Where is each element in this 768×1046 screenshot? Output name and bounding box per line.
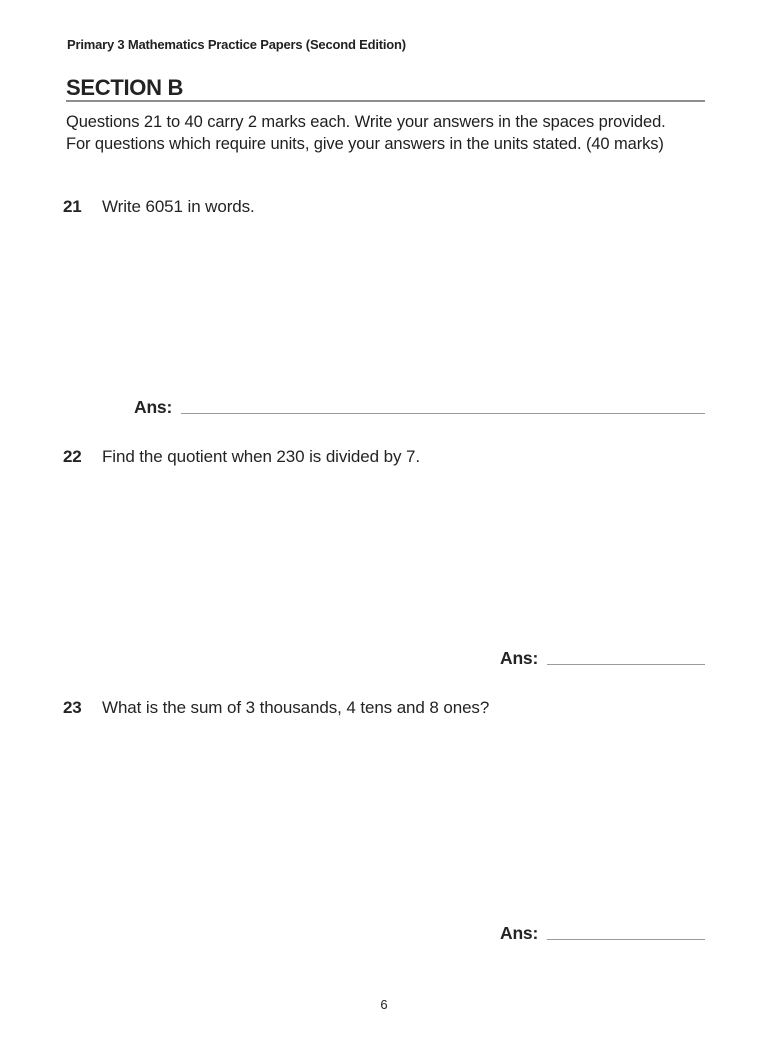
section-title: SECTION B [66,75,184,100]
answer-label: Ans: [500,923,539,943]
answer-label: Ans: [134,397,173,417]
answer-line [547,939,705,940]
question-number: 21 [63,197,82,216]
section-divider [66,100,705,102]
question-22 [63,447,420,467]
answer-row-22 [500,647,705,667]
running-header: Primary 3 Mathematics Practice Papers (Second Edition) [67,37,406,52]
question-23 [63,698,489,718]
page-number: 6 [380,997,388,1012]
question-text: What is the sum of 3 thousands, 4 tens and 8 ones? [102,698,490,717]
instructions-line-2: For questions which require units, give your answers in the units stated. (40 marks) [66,135,664,153]
answer-row-21 [134,396,705,416]
question-text: Find the quotient when 230 is divided by 7. [102,447,420,466]
answer-row-23 [500,922,705,942]
answer-line [547,664,705,665]
answer-label: Ans: [500,648,539,668]
section-instructions [66,111,726,155]
question-number: 23 [63,698,82,717]
instructions-line-1: Questions 21 to 40 carry 2 marks each. Write your answers in the spaces provided. [66,113,666,131]
question-text: Write 6051 in words. [102,197,255,216]
answer-line [181,413,705,414]
question-number: 22 [63,447,82,466]
question-21 [63,197,255,217]
